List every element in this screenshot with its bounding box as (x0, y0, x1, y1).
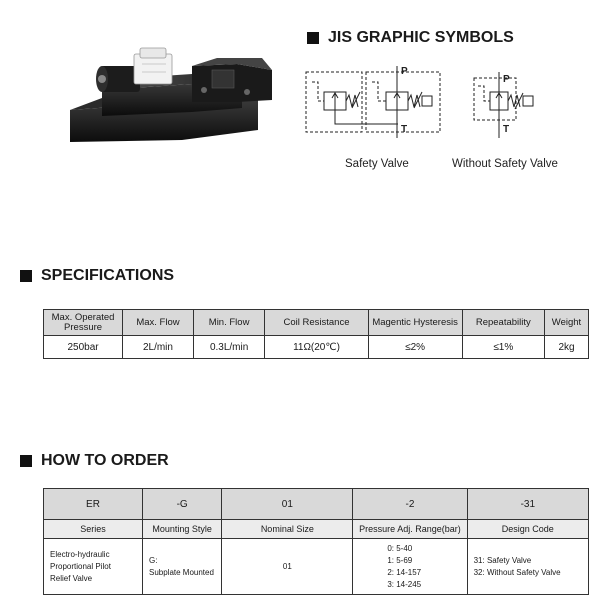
order-label-row (44, 520, 589, 539)
spec-value-cell: 2L/min (123, 336, 194, 359)
spec-header-cell: Max. Flow (123, 310, 194, 336)
series-line: Electro-hydraulic (50, 549, 110, 559)
spec-header-cell: Weight (545, 310, 589, 336)
port-p-label: P (503, 74, 510, 85)
order-label-cell: Mounting Style (142, 520, 221, 539)
design-line: 31: Safety Valve (473, 555, 532, 565)
how-to-order-title: HOW TO ORDER (41, 452, 169, 469)
spec-header-cell: Repeatability (462, 310, 544, 336)
spec-value-cell: ≤2% (368, 336, 462, 359)
pressure-line: 2: 14-157 (387, 567, 422, 577)
mounting-line: G: (148, 555, 158, 565)
port-t-label: T (401, 124, 408, 135)
port-t-label: T (503, 124, 510, 135)
series-line: Relief Valve (50, 573, 93, 583)
spec-header-cell: Magentic Hysteresis (368, 310, 462, 336)
how-to-order-table (43, 488, 589, 595)
spec-header-cell: Max. Operated Pressure (44, 310, 123, 336)
pressure-line: 0: 5-40 (387, 543, 413, 553)
section-square-icon (20, 455, 32, 467)
series-detail-cell (44, 539, 143, 595)
series-line: Proportional Pilot (50, 561, 111, 571)
specifications-table (43, 309, 589, 359)
order-label-cell: Design Code (467, 520, 588, 539)
spec-value-cell: 2kg (545, 336, 589, 359)
spec-value-cell: 11Ω(20℃) (265, 336, 368, 359)
order-label-cell: Series (44, 520, 143, 539)
order-code-cell: ER (44, 489, 143, 520)
design-line: 32: Without Safety Valve (473, 567, 561, 577)
specifications-header (20, 267, 174, 285)
specifications-title: SPECIFICATIONS (41, 267, 175, 284)
pressure-line: 1: 5-69 (387, 555, 413, 565)
order-code-row (44, 489, 589, 520)
pressure-detail-cell (353, 539, 467, 595)
port-p-label: P (401, 66, 408, 77)
order-detail-row (44, 539, 589, 595)
jis-section-header (307, 29, 514, 47)
mounting-line: Subplate Mounted (148, 567, 214, 577)
section-square-icon (307, 32, 319, 44)
order-code-cell: 01 (222, 489, 353, 520)
valve-product-photo (62, 40, 274, 150)
spec-value-cell: ≤1% (462, 336, 544, 359)
spec-header-cell: Coil Resistance (265, 310, 368, 336)
spec-header-row (44, 310, 589, 336)
order-code-cell: -G (142, 489, 221, 520)
how-to-order-header (20, 452, 169, 470)
spec-value-row (44, 336, 589, 359)
order-label-cell: Pressure Adj. Range(bar) (353, 520, 467, 539)
without-safety-valve-caption: Without Safety Valve (452, 158, 558, 170)
order-code-cell: -2 (353, 489, 467, 520)
order-label-cell: Nominal Size (222, 520, 353, 539)
section-square-icon (20, 270, 32, 282)
nominal-detail-cell: 01 (222, 539, 353, 595)
spec-value-cell: 0.3L/min (193, 336, 265, 359)
spec-header-cell: Min. Flow (193, 310, 265, 336)
mounting-detail-cell (142, 539, 221, 595)
order-code-cell: -31 (467, 489, 588, 520)
safety-valve-symbol (304, 62, 444, 142)
safety-valve-caption: Safety Valve (345, 158, 409, 170)
without-safety-valve-symbol (472, 72, 552, 142)
jis-title: JIS GRAPHIC SYMBOLS (328, 29, 514, 46)
design-detail-cell (467, 539, 588, 595)
spec-value-cell: 250bar (44, 336, 123, 359)
pressure-line: 3: 14-245 (387, 579, 422, 589)
